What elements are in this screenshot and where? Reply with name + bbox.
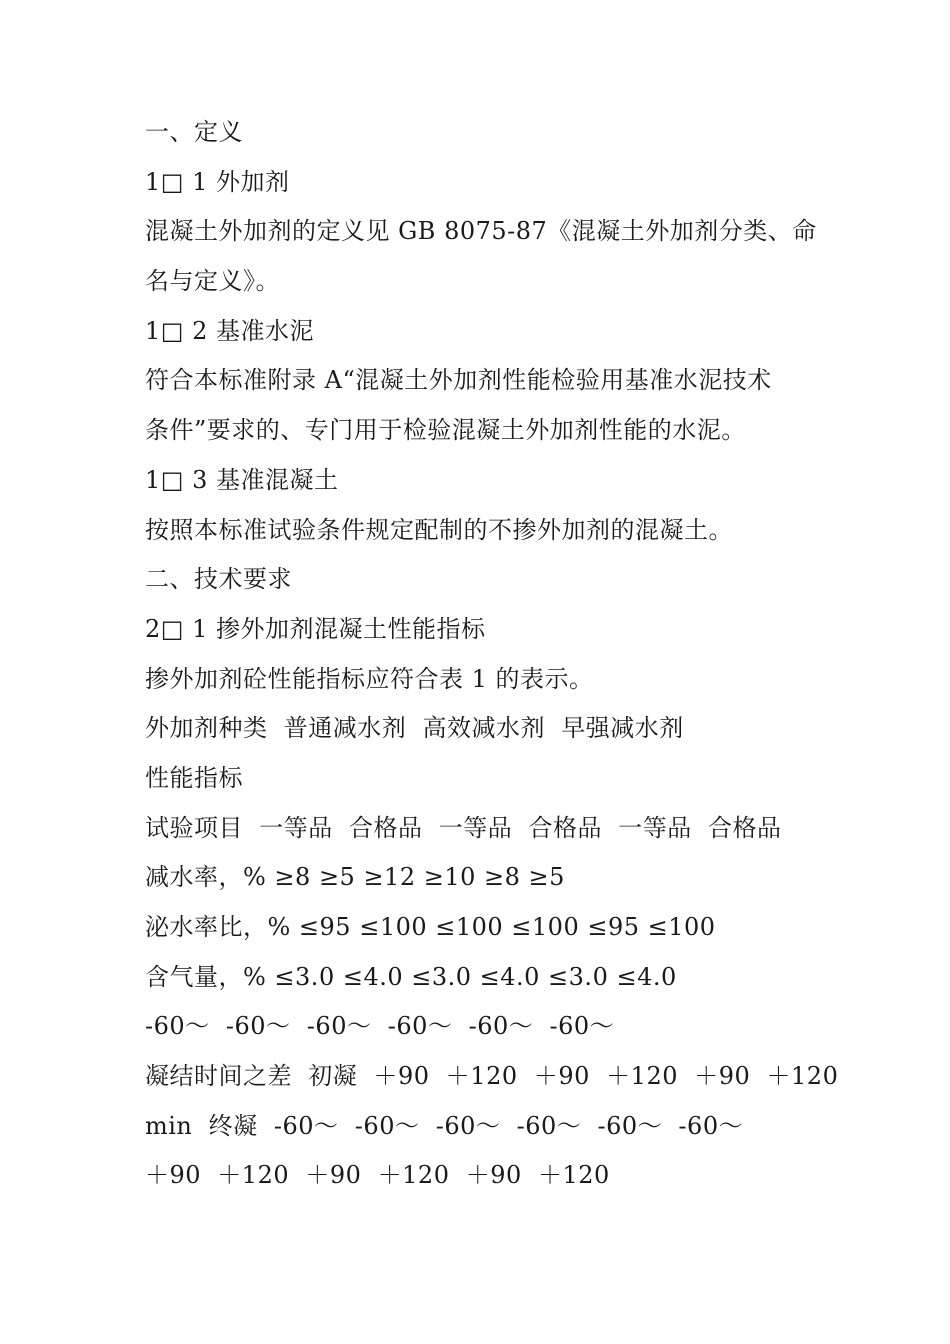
table-text-line: min 终凝 -60～ -60～ -60～ -60～ -60～ -60～ [145,1111,744,1140]
table-text-line: 性能指标 [145,763,243,792]
table-text-line: -60～ -60～ -60～ -60～ -60～ -60～ [145,1012,615,1041]
subheading-reference-concrete: 1□ 3 基准混凝土 [145,465,339,494]
paragraph-line: 符合本标准附录 A“混凝土外加剂性能检验用基准水泥技术 [145,366,772,395]
paragraph-line: 掺外加剂砼性能指标应符合表 1 的表示。 [145,664,594,693]
section-heading-technical-requirements: 二、技术要求 [145,565,292,594]
table-text-line: ＋90 ＋120 ＋90 ＋120 ＋90 ＋120 [145,1161,610,1190]
table-text-line: 减水率，% ≥8 ≥5 ≥12 ≥10 ≥8 ≥5 [145,863,565,892]
section-heading-definitions: 一、定义 [145,118,243,146]
subheading-reference-cement: 1□ 2 基准水泥 [145,316,314,345]
document-body [145,108,839,1201]
subheading-performance-indices: 2□ 1 掺外加剂混凝土性能指标 [145,614,486,643]
table-text-line: 凝结时间之差 初凝 ＋90 ＋120 ＋90 ＋120 ＋90 ＋120 [145,1062,839,1091]
paragraph-line: 名与定义》。 [145,267,280,296]
paragraph-line: 按照本标准试验条件规定配制的不掺外加剂的混凝土。 [145,515,733,544]
table-text-line: 试验项目 一等品 合格品 一等品 合格品 一等品 合格品 [145,813,782,842]
table-text-line: 外加剂种类 普通减水剂 高效减水剂 早强减水剂 [145,714,684,743]
table-text-line: 泌水率比，% ≤95 ≤100 ≤100 ≤100 ≤95 ≤100 [145,913,716,941]
subheading-admixture: 1□ 1 外加剂 [145,167,290,196]
paragraph-line: 混凝土外加剂的定义见 GB 8075-87《混凝土外加剂分类、命 [145,217,817,246]
table-text-line: 含气量，% ≤3.0 ≤4.0 ≤3.0 ≤4.0 ≤3.0 ≤4.0 [145,962,677,991]
paragraph-line: 条件”要求的、专门用于检验混凝土外加剂性能的水泥。 [145,416,746,445]
